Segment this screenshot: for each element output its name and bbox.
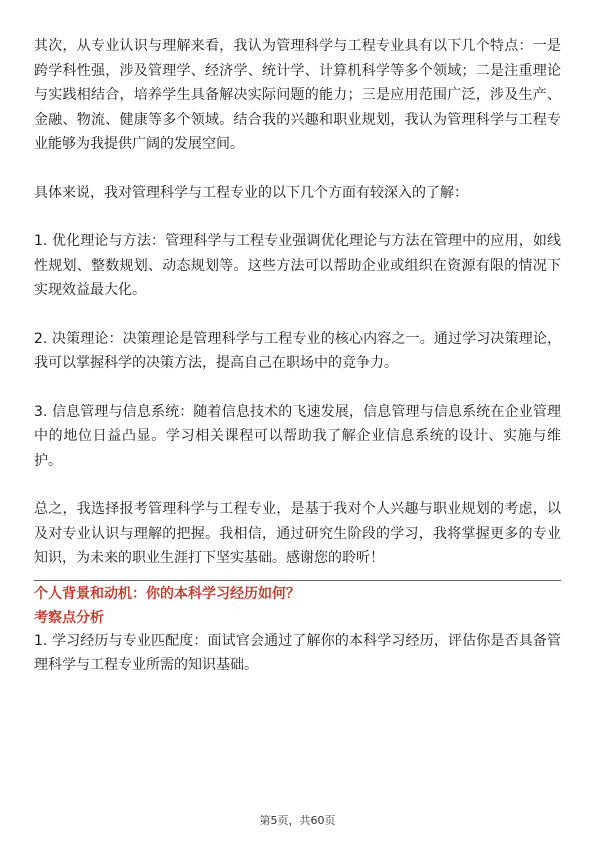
document-page — [34, 34, 561, 678]
analysis-item-1: 1. 学习经历与专业匹配度：面试官会通过了解你的本科学习经历，评估你是否具备管理科学与工程专业所需的知识基础。 — [34, 632, 561, 673]
paragraph-intro: 其次，从专业认识与理解来看，我认为管理科学与工程专业具有以下几个特点：一是跨学科性强，涉及管理学、经济学、统计学、计算机科学等多个领域；二是注重理论与实践相结合，培养学生具备解决实际问题的能力；三是应用范围广泛，涉及生产、金融、物流、健康等多个领域。结合我的兴趣和职业规划，我认为管理科学与工程专业能够为我提供广阔的发展空间。 — [34, 38, 561, 152]
paragraph-conclusion: 总之，我选择报考管理科学与工程专业，是基于我对个人兴趣与职业规划的考虑，以及对专业认识与理解的把握。我相信，通过研究生阶段的学习，我将掌握更多的专业知识，为未来的职业生涯打下坚实基础。感谢您的聆听！ — [34, 501, 561, 566]
question-heading: 个人背景和动机：你的本科学习经历如何？ — [34, 585, 300, 602]
page-number-footer: 第5页，共60页 — [259, 814, 336, 827]
paragraph-lead: 具体来说，我对管理科学与工程专业的以下几个方面有较深入的了解： — [34, 184, 468, 201]
analysis-subheading: 考察点分析 — [34, 609, 104, 626]
section-divider — [34, 580, 561, 581]
paragraph-point-1: 1. 优化理论与方法：管理科学与工程专业强调优化理论与方法在管理中的应用，如线性规划、整数规划、动态规划等。这些方法可以帮助企业或组织在资源有限的情况下实现效益最大化。 — [34, 233, 561, 298]
paragraph-point-2: 2. 决策理论：决策理论是管理科学与工程专业的核心内容之一。通过学习决策理论，我可以掌握科学的决策方法，提高自己在职场中的竞争力。 — [34, 330, 561, 371]
paragraph-point-3: 3. 信息管理与信息系统：随着信息技术的飞速发展，信息管理与信息系统在企业管理中的地位日益凸显。学习相关课程可以帮助我了解企业信息系统的设计、实施与维护。 — [34, 403, 561, 469]
